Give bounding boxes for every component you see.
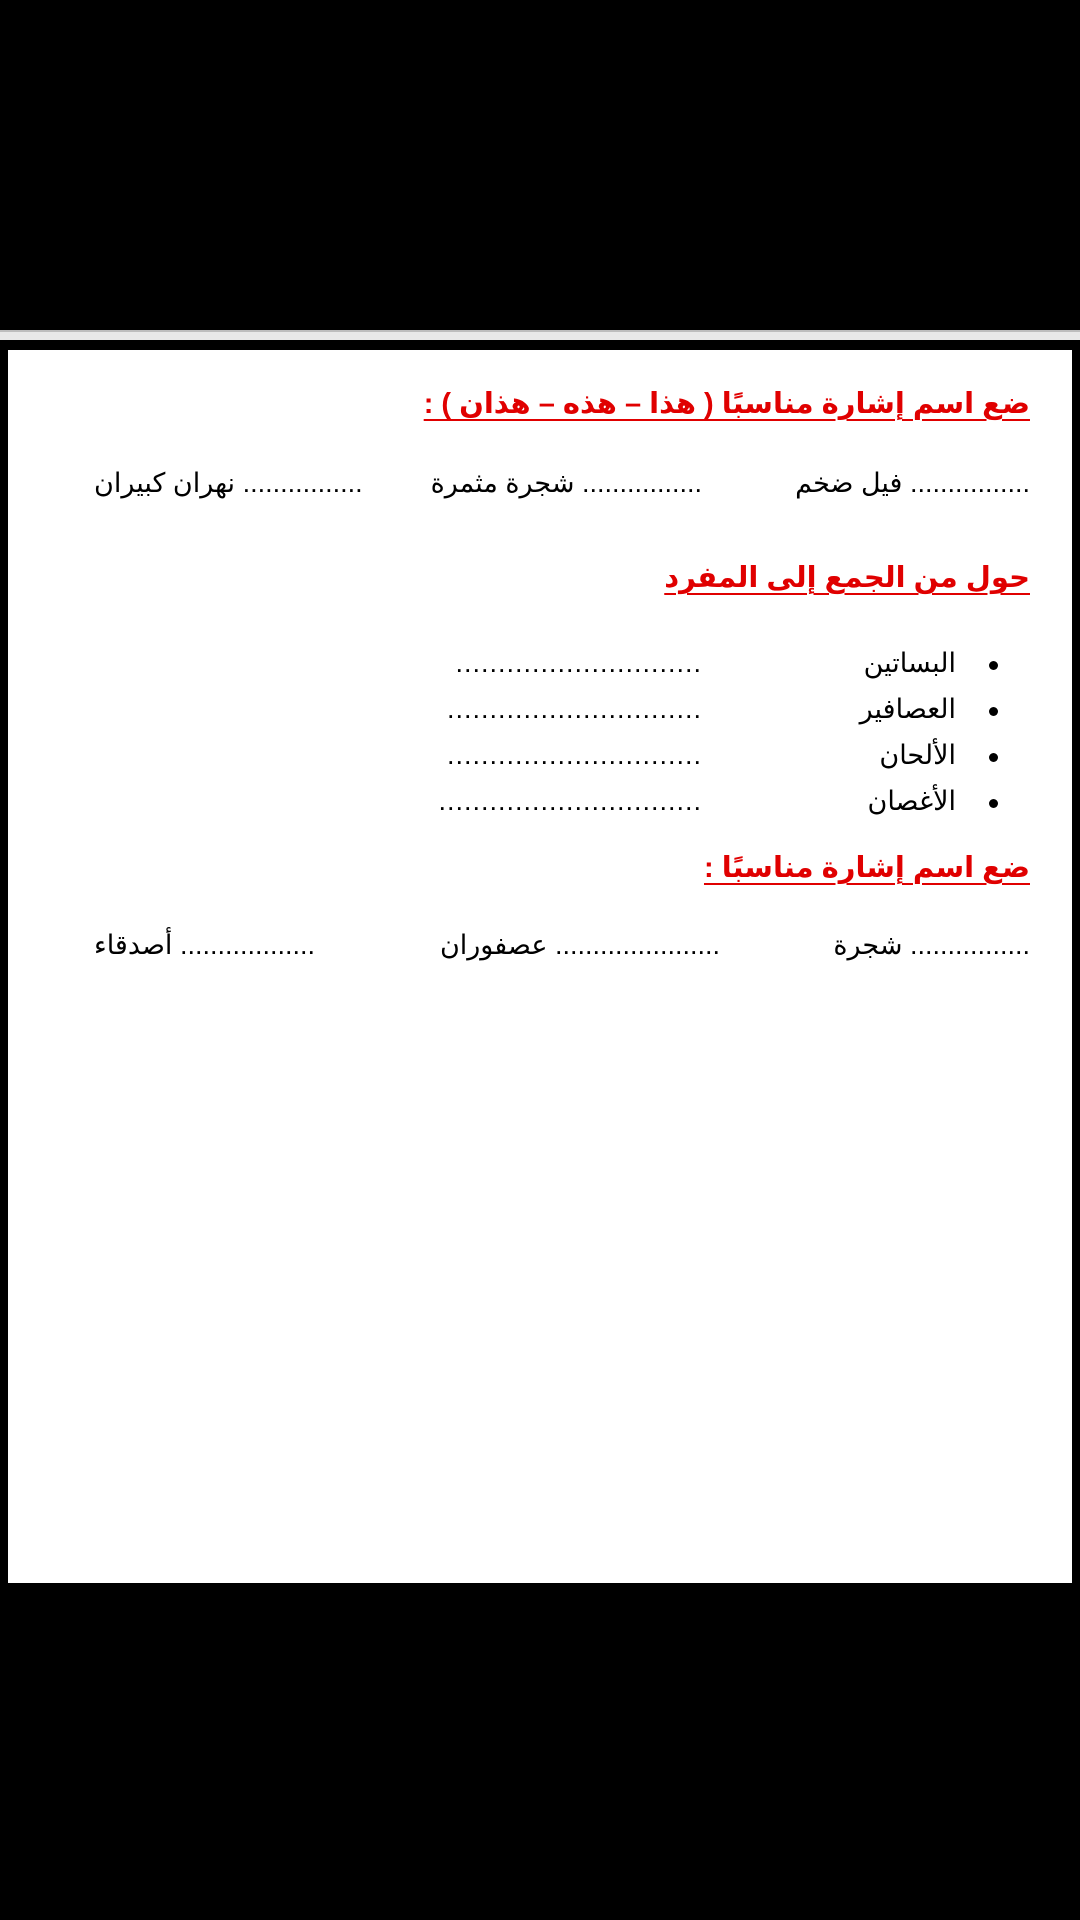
exercise-item — [94, 468, 363, 499]
bullet-icon — [989, 707, 998, 716]
section3-row — [94, 930, 1030, 970]
answer-blank[interactable]: ................ — [909, 930, 1030, 960]
answer-blank[interactable]: ................ — [909, 468, 1030, 498]
answer-blank[interactable]: ............................... — [438, 786, 702, 816]
answer-blank[interactable]: .............................. — [446, 694, 702, 724]
phrase: عصفوران — [439, 930, 548, 960]
bullet-icon — [989, 753, 998, 762]
phrase: شجرة مثمرة — [430, 468, 575, 498]
answer-blank[interactable]: .............................. — [446, 740, 702, 770]
bullet-icon — [989, 661, 998, 670]
exercise-item — [795, 468, 1030, 499]
answer-blank[interactable]: ................ — [581, 468, 702, 498]
worksheet-page — [8, 350, 1072, 1583]
bullet-icon — [989, 799, 998, 808]
answer-blank[interactable]: ................ — [242, 468, 363, 498]
phrase: شجرة — [833, 930, 903, 960]
exercise-item — [94, 930, 315, 961]
section2-title: حول من الجمع إلى المفرد — [664, 562, 1030, 594]
list-item — [390, 735, 1030, 781]
plural-word: الألحان — [879, 740, 956, 770]
list-item — [390, 781, 1030, 827]
phrase: أصدقاء — [94, 930, 173, 960]
answer-blank[interactable]: ...................... — [554, 930, 720, 960]
answer-blank[interactable]: ............................. — [455, 648, 702, 678]
phrase: نهران كبيران — [94, 468, 236, 498]
list-item — [390, 643, 1030, 689]
exercise-item — [431, 468, 702, 499]
plural-word: البساتين — [863, 648, 956, 678]
section1-row — [94, 468, 1030, 508]
exercise-item — [833, 930, 1030, 961]
section1-title: ضع اسم إشارة مناسبًا ( هذا – هذه – هذان ) : — [423, 388, 1030, 420]
plural-to-singular-list — [390, 643, 1030, 827]
plural-word: العصافير — [859, 694, 956, 724]
section3-title: ضع اسم إشارة مناسبًا : — [703, 852, 1030, 884]
exercise-item — [440, 930, 720, 961]
page-edge — [0, 330, 1080, 340]
answer-blank[interactable]: .................. — [179, 930, 315, 960]
plural-word: الأغصان — [867, 786, 956, 816]
list-item — [390, 689, 1030, 735]
phrase: فيل ضخم — [795, 468, 903, 498]
